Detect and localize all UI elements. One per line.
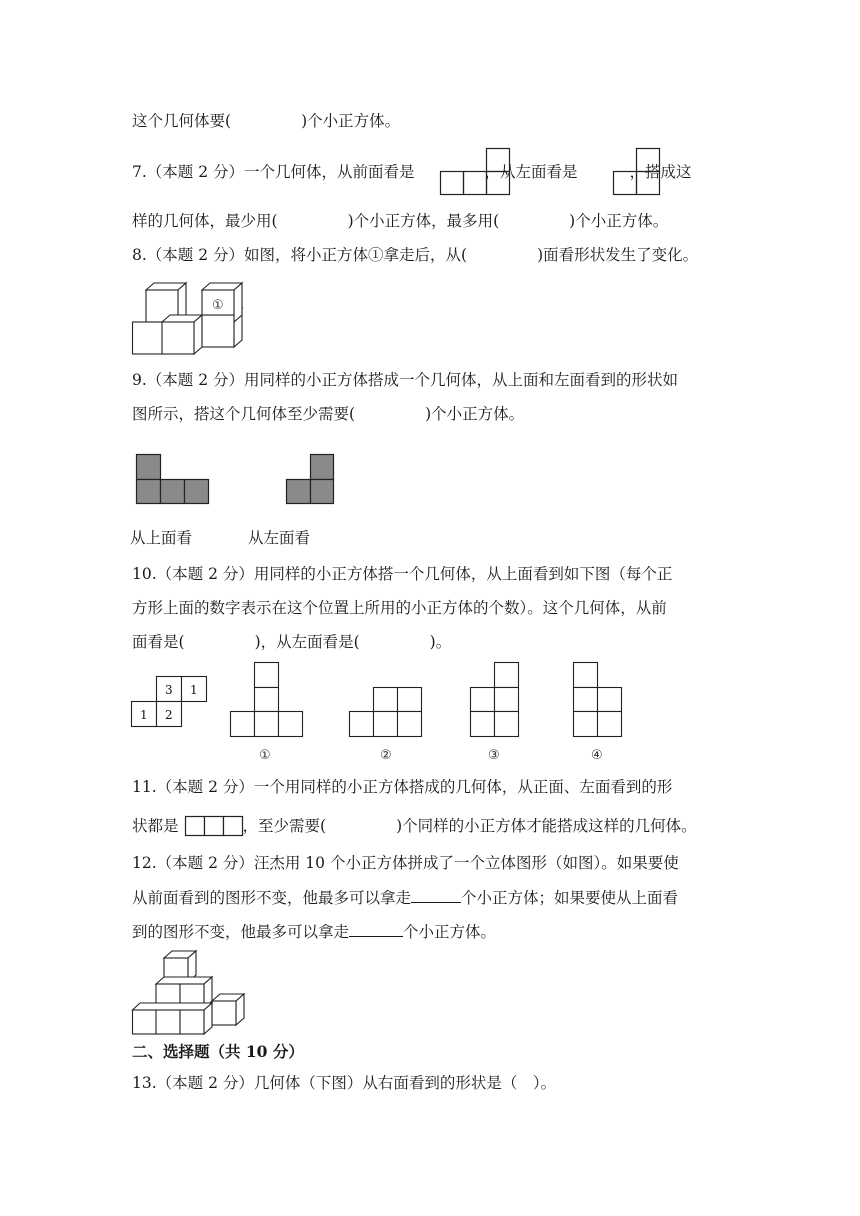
q10-line1: 10.（本题 2 分）用同样的小正方体搭一个几何体，从上面看到如下图（每个正 <box>132 565 673 583</box>
q6-tail-line: 这个几何体要( )个小正方体。 <box>132 112 401 130</box>
answer-underline[interactable] <box>411 888 461 903</box>
q10-top-view-grid <box>130 676 210 728</box>
svg-text:①: ① <box>259 748 271 763</box>
q12-line1: 12.（本题 2 分）汪杰用 10 个小正方体拼成了一个立体图形（如图）。如果要使 <box>132 854 679 872</box>
cube-one-marker: ① <box>212 298 224 313</box>
q11-line2: 状都是 ，至少需要( )个同样的小正方体才能搭成这样的几何体。 <box>132 817 697 835</box>
q12-cube-figure <box>132 950 248 1036</box>
q7-line2: 样的几何体，最少用( )个小正方体，最多用( )个小正方体。 <box>132 212 669 230</box>
q8-cube-figure <box>132 282 244 356</box>
q9-top-view-figure <box>136 454 210 506</box>
q13-line: 13.（本题 2 分）几何体（下图）从右面看到的形状是（ ）。 <box>132 1074 557 1092</box>
q10-option-1[interactable] <box>229 662 307 762</box>
q7-left-view-figure <box>613 148 663 196</box>
q7-front-view-figure <box>440 148 512 196</box>
q10-line2: 方形上面的数字表示在这个位置上所用的小正方体的个数）。这个几何体，从前 <box>132 599 667 617</box>
q9-left-view-label: 从左面看 <box>248 529 311 547</box>
q9-line1: 9.（本题 2 分）用同样的小正方体搭成一个几何体，从上面和左面看到的形状如 <box>132 371 679 389</box>
q10-line3: 面看是( )，从左面看是( )。 <box>132 633 452 651</box>
grid-number: 3 <box>165 683 173 697</box>
svg-text:②: ② <box>380 748 392 763</box>
q10-option-3[interactable] <box>469 662 525 762</box>
grid-number: 1 <box>140 708 148 722</box>
q7-line1: 7.（本题 2 分）一个几何体，从前面看是 ，从左面看是 ，搭成这 <box>132 163 692 181</box>
q9-top-view-label: 从上面看 <box>130 529 193 547</box>
svg-text:④: ④ <box>591 748 603 763</box>
q11-line1: 11.（本题 2 分）一个用同样的小正方体搭成的几何体，从正面、左面看到的形 <box>132 778 673 796</box>
answer-underline[interactable] <box>349 922 403 937</box>
q8-line: 8.（本题 2 分）如图，将小正方体①拿走后，从( )面看形状发生了变化。 <box>132 246 699 264</box>
q10-option-4[interactable] <box>572 662 628 762</box>
q9-left-view-figure <box>286 454 336 506</box>
grid-number: 1 <box>190 683 198 697</box>
grid-number: 2 <box>165 708 173 722</box>
q12-line2: 从前面看到的图形不变，他最多可以拿走 个小正方体；如果要使从上面看 <box>132 889 679 907</box>
q12-line3: 到的图形不变，他最多可以拿走 个小正方体。 <box>132 923 497 941</box>
q10-option-2[interactable] <box>348 662 426 762</box>
q9-line2: 图所示，搭这个几何体至少需要( )个小正方体。 <box>132 405 525 423</box>
section-heading: 二、选择题（共 10 分） <box>132 1042 304 1061</box>
q11-view-figure <box>183 815 247 837</box>
svg-text:③: ③ <box>488 748 500 763</box>
